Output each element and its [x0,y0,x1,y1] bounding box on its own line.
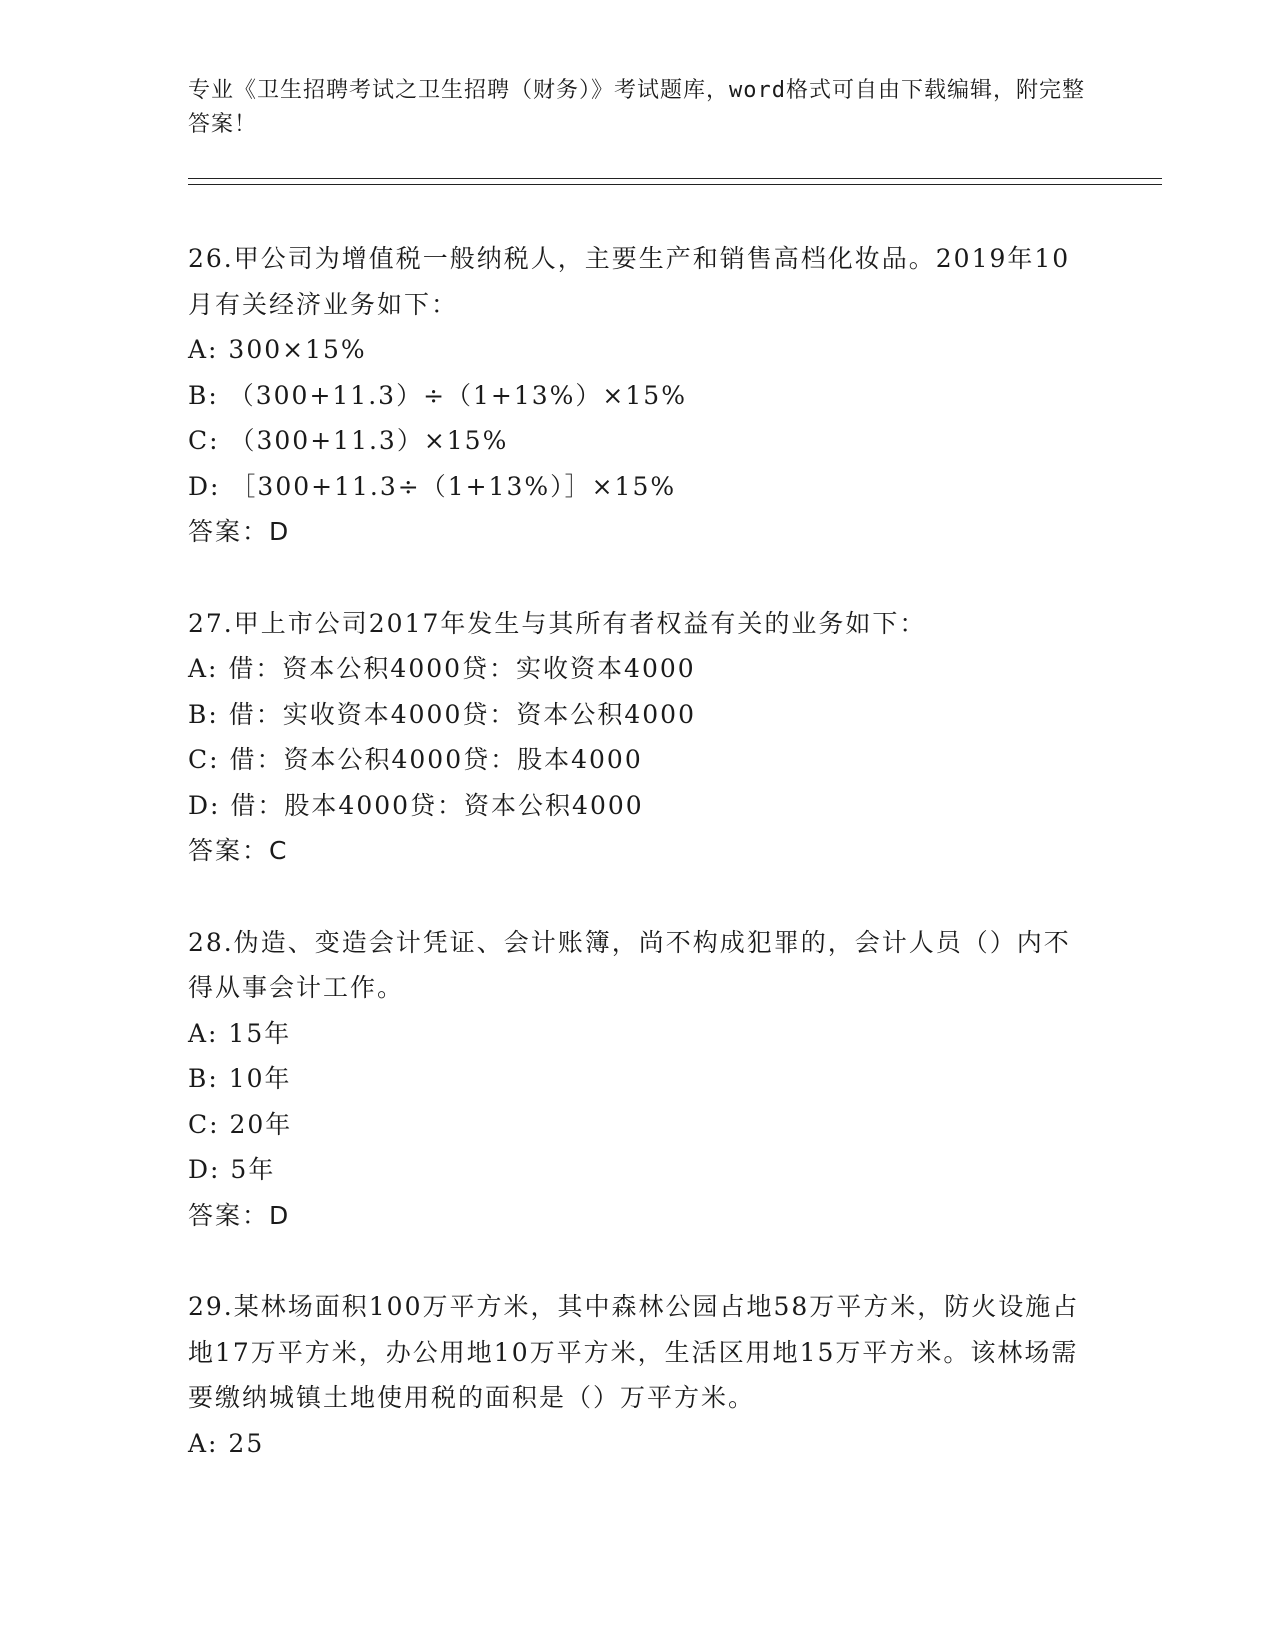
question-26 [188,236,1088,555]
option-c: C: （300+11.3）×15% [188,426,509,455]
option-d: D: 5年 [188,1155,276,1184]
question-stem: 28.伪造、变造会计凭证、会计账簿，尚不构成犯罪的，会计人员（）内不得从事会计工作。 [188,927,1071,1002]
option-b: B: 10年 [188,1064,292,1093]
option-b: B: 借：实收资本4000贷：资本公积4000 [188,699,696,729]
answer: 答案：D [188,1200,291,1230]
question-29 [188,1284,1088,1466]
question-stem: 29.某林场面积100万平方米，其中森林公园占地58万平方米，防火设施占地17万平方米，办公用地10万平方米，生活区用地15万平方米。该林场需要缴纳城镇土地使用税的面积是（）万平方米。 [188,1292,1080,1412]
option-c: C: 20年 [188,1109,293,1139]
option-c: C: 借：资本公积4000贷：股本4000 [188,745,643,774]
option-a: A: 25 [188,1428,265,1458]
answer: 答案：D [188,517,291,546]
option-d: D: 借：股本4000贷：资本公积4000 [188,790,644,820]
document-header: 专业《卫生招聘考试之卫生招聘（财务）》考试题库，word格式可自由下载编辑，附完整答案！ [188,78,1085,137]
question-list [188,236,1088,1466]
option-a: A: 300×15% [188,335,367,364]
option-a: A: 15年 [188,1018,292,1048]
option-a: A: 借：资本公积4000贷：实收资本4000 [188,654,696,683]
question-27 [188,601,1088,874]
question-stem: 27.甲上市公司2017年发生与其所有者权益有关的业务如下： [188,608,927,638]
question-28 [188,920,1088,1239]
question-stem: 26.甲公司为增值税一般纳税人，主要生产和销售高档化妆品。2019年10月有关经济业务如下： [188,244,1071,319]
option-b: B: （300+11.3）÷（1+13%）×15% [188,380,687,410]
header-divider-top [188,178,1162,179]
answer: 答案：C [188,836,289,865]
header-divider-bottom [188,184,1162,185]
option-d: D: ［300+11.3÷（1+13%）］×15% [188,471,677,501]
